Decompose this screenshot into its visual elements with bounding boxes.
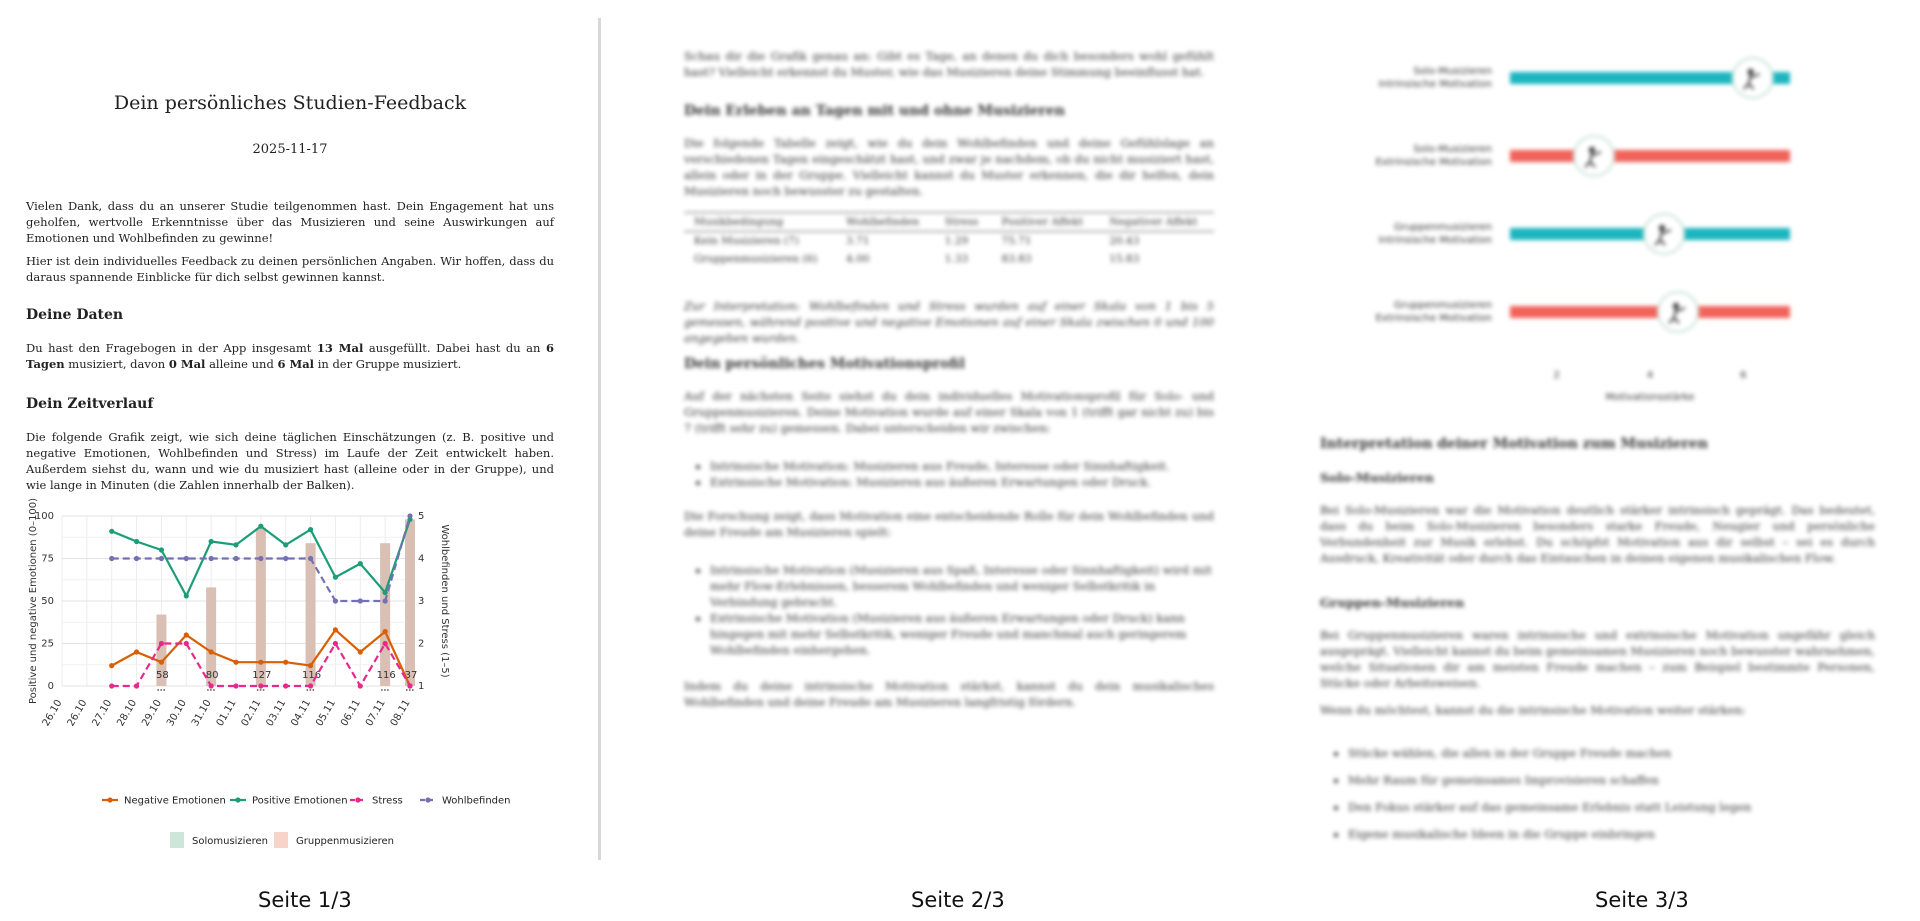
legend-fill-item: Solomusizieren bbox=[192, 836, 268, 847]
table-header-cell: Positiver Affekt bbox=[992, 213, 1100, 232]
y-tick-left: 25 bbox=[41, 638, 54, 650]
music-bar bbox=[405, 519, 415, 686]
motivation-row-sublabel: Extrinsische Motivation bbox=[1375, 157, 1492, 168]
data-point bbox=[233, 660, 238, 665]
data-point bbox=[407, 513, 412, 518]
data-point bbox=[358, 649, 363, 654]
table-cell: 75.71 bbox=[1001, 235, 1032, 247]
p2-paragraph-5: Indem du deine intrinsische Motivation stärkst, kannst du dein musikalisches Wohlbefinden und deine Freude am Musizieren langfristig fördern. bbox=[684, 679, 1214, 709]
p2-heading-1: Dein Erleben an Tagen mit und ohne Musizieren bbox=[684, 103, 1065, 119]
table-row bbox=[684, 250, 1214, 268]
data-point bbox=[308, 556, 313, 561]
intro-paragraph-2: Hier ist dein individuelles Feedback zu deinen persönlichen Angaben. Wir hoffen, dass du daraus spannende Einblicke für dich selbst gewinnen kannst. bbox=[26, 254, 554, 284]
data-point bbox=[209, 683, 214, 688]
data-point bbox=[258, 556, 263, 561]
page-caption-3: Seite 3/3 bbox=[1595, 888, 1689, 912]
table-header-row bbox=[684, 213, 1214, 232]
p3-heading: Interpretation deiner Motivation zum Musizieren bbox=[1320, 436, 1708, 452]
p2-intro: Schau dir die Grafik genau an: Gibt es Tage, an denen du dich besonders wohl gefühlt hast? Vielleicht erkennst du Muster, wie das Musizieren deine Stimmung beeinflusst hat. bbox=[684, 49, 1214, 79]
solo-count: 0 Mal bbox=[168, 357, 206, 371]
p2-paragraph-4: Die Forschung zeigt, dass Motivation eine entscheidende Rolle für dein Wohlbefinden und deine Freude am Musizieren spielt: bbox=[684, 509, 1214, 539]
table-cell: Gruppenmusizieren (6) bbox=[694, 253, 818, 265]
data-point bbox=[308, 683, 313, 688]
data-point bbox=[283, 542, 288, 547]
data-point bbox=[333, 627, 338, 632]
table-cell: 1.33 bbox=[944, 253, 969, 265]
x-tick: 06.11 bbox=[339, 698, 363, 729]
table-cell: Kein Musizieren (7) bbox=[694, 235, 799, 247]
table-cell: 83.83 bbox=[1001, 253, 1032, 265]
p3-solo-heading: Solo-Musizieren bbox=[1320, 470, 1434, 485]
data-point bbox=[233, 556, 238, 561]
musician-icon bbox=[1733, 58, 1773, 98]
data-point bbox=[184, 593, 189, 598]
data-point bbox=[233, 542, 238, 547]
data-point bbox=[109, 683, 114, 688]
data-point bbox=[134, 649, 139, 654]
p3-group-paragraph: Bei Gruppenmusizieren waren intrinsische und extrinsische Motivation ungefähr gleich ausgeprägt. Vielleicht kannst du beim gemeinsamen Musizieren noch bewusster wahrnehmen, welche Situationen dir am meisten Freude machen – zum Beispiel bestimmte Personen, Stücke oder Arbeitsweisen. bbox=[1320, 628, 1875, 690]
data-point bbox=[134, 556, 139, 561]
chart-legend bbox=[102, 796, 511, 849]
motivation-row-label: Solo-Musizieren bbox=[1413, 144, 1492, 155]
x-tick: 30.10 bbox=[165, 698, 189, 729]
data-point bbox=[358, 561, 363, 566]
timeline-paragraph: Die folgende Grafik zeigt, wie sich deine täglichen Einschätzungen (z. B. positive und negative Emotionen, Wohlbefinden und Stress) im Laufe der Zeit entwickelt haben. Außerdem siehst du, wann und wie du musiziert hast (alleine oder in der Gruppe), und wie lange in Minuten (die Zahlen innerhalb der Balken). bbox=[26, 430, 554, 492]
y-tick-right: 1 bbox=[418, 681, 425, 692]
music-bar bbox=[380, 543, 390, 686]
list-item: • Extrinsische Motivation: Musizieren aus äußeren Erwartungen oder Druck. bbox=[710, 474, 1220, 490]
table-cell: 3.71 bbox=[846, 235, 870, 247]
legend-item: Wohlbefinden bbox=[442, 795, 511, 807]
musician-icon bbox=[1658, 292, 1698, 332]
p2-affect-table bbox=[684, 212, 1214, 268]
data-point bbox=[308, 527, 313, 532]
table-cell: 1.29 bbox=[944, 235, 969, 247]
musician-icon bbox=[1574, 136, 1614, 176]
page-1 bbox=[0, 0, 580, 860]
y-tick-left: 50 bbox=[41, 596, 54, 607]
data-point bbox=[283, 660, 288, 665]
data-point bbox=[134, 539, 139, 544]
data-point bbox=[159, 556, 164, 561]
x-tick: 04.11 bbox=[289, 698, 314, 729]
motivation-chart bbox=[1300, 30, 1900, 410]
music-days: 6 Tagen bbox=[26, 341, 554, 371]
x-tick: 08.11 bbox=[388, 698, 413, 729]
p2-note: Zur Interpretation: Wohlbefinden und Stress wurden auf einer Skala von 1 bis 5 gemessen, während positive und negative Emotionen auf einer Skala zwischen 0 und 100 angegeben wurden. bbox=[684, 299, 1214, 345]
x-tick: 02.11 bbox=[239, 698, 264, 729]
x-tick: 26.10 bbox=[40, 698, 65, 729]
data-point bbox=[283, 556, 288, 561]
table-header-cell: Musikbedingung bbox=[684, 213, 836, 232]
musician-icon bbox=[1644, 214, 1684, 254]
p3-tip-paragraph: Wenn du möchtest, kannst du die intrinsische Motivation weiter stärken: bbox=[1320, 703, 1746, 717]
x-tick: 31.10 bbox=[189, 698, 214, 729]
legend-item: Negative Emotionen bbox=[124, 795, 226, 807]
table-header-cell: Negativer Affekt bbox=[1099, 213, 1214, 232]
data-point bbox=[209, 649, 214, 654]
data-point bbox=[308, 663, 313, 668]
bar-minutes-label: 58 bbox=[156, 670, 169, 681]
data-point bbox=[109, 529, 114, 534]
legend-fill-item: Gruppenmusizieren bbox=[296, 836, 395, 847]
y-tick-right: 4 bbox=[418, 553, 425, 565]
data-point bbox=[407, 683, 412, 688]
p2-paragraph-2: Die folgende Tabelle zeigt, wie du dein Wohlbefinden und deine Gefühlslage an verschiedenen Tagen eingeschätzt hast, und zwar je nachdem, ob du nicht musiziert hast, allein oder in der Gruppe. Vielleicht kannst du Muster erkennen, die dir helfen, dein Musizieren noch bewusster zu gestalten. bbox=[684, 136, 1214, 198]
list-item: • Extrinsische Motivation (Musizieren aus äußeren Erwartungen oder Druck) kann hingegen mit mehr Selbstkritik, weniger Freude und manchmal auch geringerem Wohlbefinden einhergehen. bbox=[710, 610, 1220, 658]
p3-group-heading: Gruppen-Musizieren bbox=[1320, 595, 1465, 610]
page-3 bbox=[1300, 0, 1900, 860]
y-tick-left: 75 bbox=[41, 553, 54, 565]
data-point bbox=[258, 683, 263, 688]
data-point bbox=[358, 683, 363, 688]
data-point bbox=[283, 683, 288, 688]
questionnaire-count: 13 Mal bbox=[316, 341, 364, 355]
x-tick: 27.10 bbox=[90, 698, 115, 729]
data-point bbox=[209, 556, 214, 561]
x-tick: 07.11 bbox=[363, 698, 388, 729]
list-item: • Intrinsische Motivation (Musizieren aus Spaß, Interesse oder Sinnhaftigkeit) wird mit mehr Flow-Erlebnissen, besserem Wohlbefinden und weniger Selbstkritik in Verbindung gebracht. bbox=[710, 562, 1220, 610]
legend-item: Positive Emotionen bbox=[252, 795, 348, 807]
p3-tips-list bbox=[1330, 740, 1888, 848]
table-cell: 4.00 bbox=[846, 253, 870, 265]
x-axis-label: Motivationsstärke bbox=[1605, 392, 1695, 403]
x-tick: 2 bbox=[1553, 370, 1560, 381]
p3-solo-paragraph: Bei Solo-Musizieren war die Motivation deutlich stärker intrinsisch geprägt. Das bedeutet, dass du beim Solo-Musizieren besonders starke Freude, Neugier und persönliche Verbundenheit zur Musik erlebst. Du schöpfst Motivation aus dir selbst – sei es durch Ausdruck, Kreativität oder durch das Eintauchen in deinen eigenen musikalischen Flow. bbox=[1320, 503, 1875, 565]
section-heading-timeline: Dein Zeitverlauf bbox=[26, 396, 154, 412]
bar-minutes-label: 127 bbox=[252, 670, 272, 681]
page-title: Dein persönliches Studien-Feedback bbox=[113, 92, 467, 114]
x-tick: 01.11 bbox=[214, 698, 239, 729]
data-point bbox=[184, 556, 189, 561]
x-tick: 6 bbox=[1740, 370, 1747, 381]
data-point bbox=[134, 683, 139, 688]
motivation-row-sublabel: Extrinsische Motivation bbox=[1375, 313, 1492, 324]
data-point bbox=[333, 598, 338, 603]
y-tick-left: 0 bbox=[47, 681, 54, 692]
y-tick-right: 3 bbox=[418, 596, 425, 607]
x-tick: 4 bbox=[1646, 370, 1654, 381]
intro-paragraph: Vielen Dank, dass du an unserer Studie teilgenommen hast. Dein Engagement hat uns geholfen, wertvolle Erkenntnisse über das Musizieren und seine Auswirkungen auf Emotionen und Wohlbefinden zu gewinne! bbox=[26, 199, 554, 245]
legend-item: Stress bbox=[372, 795, 403, 807]
data-point bbox=[159, 641, 164, 646]
table-row bbox=[684, 232, 1214, 251]
list-item: • Stücke wählen, die allen in der Gruppe Freude machen bbox=[1348, 740, 1888, 767]
data-point bbox=[233, 683, 238, 688]
y-axis-label-left: Positive und negative Emotionen (0–100) bbox=[28, 498, 39, 705]
motivation-row-sublabel: Intrinsische Motivation bbox=[1378, 235, 1492, 246]
data-point bbox=[383, 641, 388, 646]
page-separator bbox=[598, 18, 601, 860]
data-point bbox=[109, 663, 114, 668]
data-point bbox=[258, 524, 263, 529]
data-point bbox=[358, 598, 363, 603]
motivation-row-label: Gruppenmusizieren bbox=[1393, 222, 1492, 233]
motivation-bar bbox=[1510, 150, 1790, 162]
list-item: • Intrinsische Motivation: Musizieren aus Freude, Interesse oder Sinnhaftigkeit. bbox=[710, 458, 1220, 474]
data-point bbox=[333, 641, 338, 646]
data-point bbox=[333, 575, 338, 580]
page-caption-2: Seite 2/3 bbox=[911, 888, 1005, 912]
section-heading-data: Deine Daten bbox=[26, 307, 124, 323]
y-tick-left: 100 bbox=[34, 511, 54, 522]
data-point bbox=[159, 547, 164, 552]
x-tick: 03.11 bbox=[264, 698, 289, 729]
p2-paragraph-3: Auf der nächsten Seite siehst du dein individuelles Motivationsprofil für Solo- und Gruppenmusizieren. Deine Motivation wurde auf einer Skala von 1 (trifft gar nicht zu) bis 7 (trifft sehr zu) gemessen. Dabei unterscheiden wir zwischen: bbox=[684, 389, 1214, 435]
data-point bbox=[383, 598, 388, 603]
group-count: 6 Mal bbox=[277, 357, 315, 371]
table-cell: 15.83 bbox=[1109, 253, 1140, 265]
data-point bbox=[209, 539, 214, 544]
motivation-row-sublabel: Intrinsische Motivation bbox=[1378, 79, 1492, 90]
x-tick: 28.10 bbox=[115, 698, 140, 729]
motivation-bar bbox=[1510, 306, 1790, 318]
y-axis-label-right: Wohlbefinden und Stress (1–5) bbox=[439, 524, 450, 678]
x-tick: 29.10 bbox=[140, 698, 165, 729]
data-point bbox=[109, 556, 114, 561]
p2-list-2 bbox=[692, 562, 1220, 658]
bar-minutes-label: 116 bbox=[376, 670, 396, 681]
table-header-cell: Wohlbefinden bbox=[836, 213, 935, 232]
data-point bbox=[383, 629, 388, 634]
x-tick: 05.11 bbox=[314, 698, 339, 729]
table-cell: 20.43 bbox=[1109, 235, 1140, 247]
y-tick-right: 5 bbox=[418, 511, 425, 522]
page-caption-1: Seite 1/3 bbox=[258, 888, 352, 912]
bar-minutes-label: 80 bbox=[205, 670, 219, 681]
data-point bbox=[184, 641, 189, 646]
list-item: • Eigene musikalische Ideen in die Gruppe einbringen bbox=[1348, 821, 1888, 848]
data-point bbox=[184, 632, 189, 637]
motivation-row-label: Gruppenmusizieren bbox=[1393, 300, 1492, 311]
bar-minutes-label: 37 bbox=[404, 670, 418, 681]
report-date: 2025-11-17 bbox=[252, 142, 328, 157]
y-tick-right: 2 bbox=[418, 638, 425, 650]
data-point bbox=[159, 660, 164, 665]
data-paragraph: Du hast den Fragebogen in der App insgesamt 13 Mal ausgefüllt. Dabei hast du an 6 Tagen musiziert, davon 0 Mal alleine und 6 Mal in der Gruppe musiziert. bbox=[26, 341, 554, 371]
table-header-cell: Stress bbox=[935, 213, 992, 232]
data-point bbox=[383, 590, 388, 595]
x-tick: 26.10 bbox=[65, 698, 90, 729]
p2-list-1 bbox=[692, 458, 1220, 490]
bar-minutes-label: 116 bbox=[302, 670, 322, 681]
list-item: • Mehr Raum für gemeinsames Improvisieren schaffen bbox=[1348, 767, 1888, 794]
motivation-row-label: Solo-Musizieren bbox=[1413, 66, 1492, 77]
p2-heading-2: Dein persönliches Motivationsprofil bbox=[684, 356, 965, 372]
list-item: • Den Fokus stärker auf das gemeinsame Erlebnis statt Leistung legen bbox=[1348, 794, 1888, 821]
page-2 bbox=[660, 0, 1240, 860]
data-point bbox=[258, 660, 263, 665]
timeline-chart bbox=[20, 498, 570, 858]
